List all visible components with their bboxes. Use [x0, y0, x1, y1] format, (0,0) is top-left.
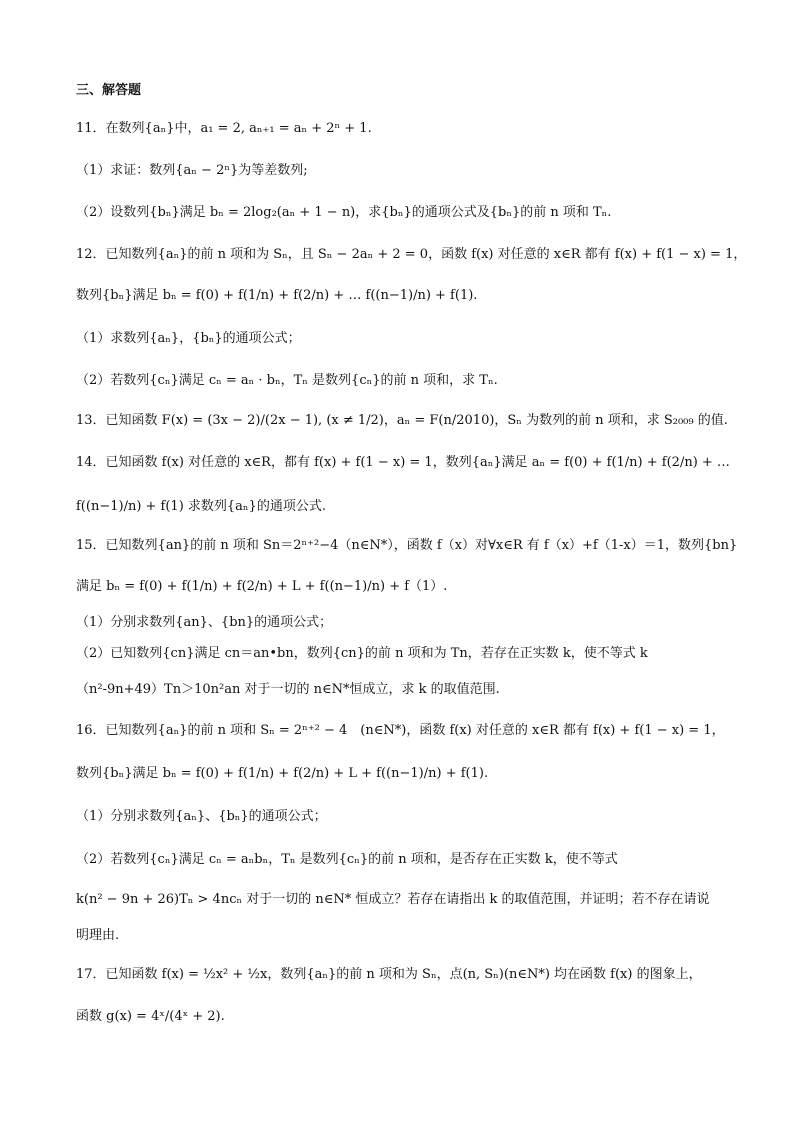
problem-16-stem-line-1: 16．已知数列{aₙ}的前 n 项和 Sₙ = 2ⁿ⁺² − 4 (n∈N*)，函数 f(x) 对任意的 x∈R 都有 f(x) + f(1 − x) = 1，	[76, 723, 725, 738]
problem-13-stem: 13．已知函数 F(x) = (3x − 2)/(2x − 1), (x ≠ 1/2)，aₙ = F(n/2010)，Sₙ 为数列的前 n 项和，求 S₂₀₀₉ 的值.	[76, 413, 728, 428]
problem-15-stem-line-2: 满足 bₙ = f(0) + f(1/n) + f(2/n) + L + f((n−1)/n) + f（1）.	[76, 579, 448, 594]
problem-16-part-2: （2）若数列{cₙ}满足 cₙ = aₙbₙ，Tₙ 是数列{cₙ}的前 n 项和，是否存在正实数 k，使不等式	[76, 852, 618, 867]
problem-12-part-1: （1）求数列{aₙ}，{bₙ}的通项公式；	[76, 331, 301, 346]
problem-11-part-2: （2）设数列{bₙ}满足 bₙ = 2log₂(aₙ + 1 − n)，求{bₙ}的通项公式及{bₙ}的前 n 项和 Tₙ.	[76, 205, 612, 220]
problem-12-part-2: （2）若数列{cₙ}满足 cₙ = aₙ · bₙ，Tₙ 是数列{cₙ}的前 n 项和，求 Tₙ.	[76, 373, 498, 388]
problem-17-stem-line-1: 17．已知函数 f(x) = ½x² + ½x，数列{aₙ}的前 n 项和为 Sₙ，点(n, Sₙ)(n∈N*) 均在函数 f(x) 的图象上，	[76, 967, 702, 982]
problem-12-stem-line-1: 12．已知数列{aₙ}的前 n 项和为 Sₙ，且 Sₙ − 2aₙ + 2 = 0，函数 f(x) 对任意的 x∈R 都有 f(x) + f(1 − x) = 1，	[76, 247, 747, 262]
problem-16-stem-line-2: 数列{bₙ}满足 bₙ = f(0) + f(1/n) + f(2/n) + L + f((n−1)/n) + f(1).	[76, 766, 489, 781]
problem-16-part-1: （1）分别求数列{aₙ}、{bₙ}的通项公式；	[76, 809, 327, 824]
problem-15-part-2-cont: （n²-9n+49）Tn＞10n²an 对于一切的 n∈N*恒成立，求 k 的取值范围.	[76, 682, 500, 697]
problem-11-part-1: （1）求证：数列{aₙ − 2ⁿ}为等差数列;	[76, 163, 308, 178]
problem-15-stem-line-1: 15．已知数列{an}的前 n 项和 Sn＝2ⁿ⁺²−4（n∈N*），函数 f（x）对∀x∈R 有 f（x）+f（1-x）＝1，数列{bn}	[76, 538, 738, 553]
problem-17-stem-line-2: 函数 g(x) = 4ˣ/(4ˣ + 2).	[76, 1009, 225, 1024]
problem-15-part-1: （1）分别求数列{an}、{bn}的通项公式；	[76, 615, 333, 630]
problem-12-stem-line-2: 数列{bₙ}满足 bₙ = f(0) + f(1/n) + f(2/n) + … f((n−1)/n) + f(1).	[76, 288, 478, 303]
problem-15-part-2: （2）已知数列{cn}满足 cn＝an•bn，数列{cn}的前 n 项和为 Tn，若存在正实数 k，使不等式 k	[76, 646, 648, 661]
problem-16-part-2-end: 明理由.	[76, 928, 120, 943]
section-title: 三、解答题	[76, 83, 142, 98]
problem-16-part-2-cont: k(n² − 9n + 26)Tₙ > 4ncₙ 对于一切的 n∈N* 恒成立？若存在请指出 k 的取值范围，并证明；若不存在请说	[76, 892, 710, 907]
problem-14-stem-line-1: 14．已知函数 f(x) 对任意的 x∈R，都有 f(x) + f(1 − x) = 1，数列{aₙ}满足 aₙ = f(0) + f(1/n) + f(2/n) + …	[76, 455, 730, 470]
problem-14-stem-line-2: f((n−1)/n) + f(1) 求数列{aₙ}的通项公式.	[76, 499, 326, 514]
problem-11-stem: 11．在数列{aₙ}中，a₁ = 2, aₙ₊₁ = aₙ + 2ⁿ + 1.	[76, 121, 372, 136]
